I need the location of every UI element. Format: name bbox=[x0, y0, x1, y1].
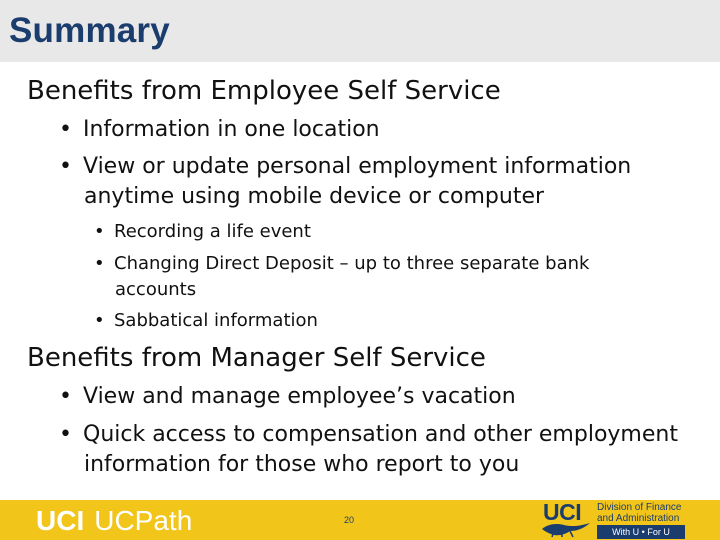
bullet-text: Quick access to compensation and other employment bbox=[83, 422, 678, 447]
bullet-item bbox=[59, 422, 678, 447]
slide-title: Summary bbox=[9, 11, 170, 50]
section-heading-manager: Benefits from Manager Self Service bbox=[27, 343, 486, 373]
sub-bullet-item bbox=[94, 221, 311, 242]
bullet-text: Information in one location bbox=[83, 117, 380, 142]
sub-bullet-text: Changing Direct Deposit – up to three separate bank bbox=[114, 253, 590, 274]
sub-bullet-continuation: accounts bbox=[115, 279, 197, 300]
bullet-glyph: • bbox=[59, 384, 72, 409]
bullet-item bbox=[59, 154, 631, 179]
tagline: With U • For U bbox=[597, 525, 685, 539]
bullet-glyph: • bbox=[59, 117, 72, 142]
page-number: 20 bbox=[344, 515, 355, 525]
division-name bbox=[597, 502, 681, 524]
brand-ucpath: UCPath bbox=[94, 505, 193, 536]
sub-bullet-text: Recording a life event bbox=[114, 221, 311, 242]
section-heading-employee: Benefits from Employee Self Service bbox=[27, 76, 501, 106]
bullet-continuation: information for those who report to you bbox=[84, 452, 520, 477]
ucpath-logo bbox=[36, 505, 192, 537]
bullet-glyph: • bbox=[94, 310, 105, 331]
bullet-glyph: • bbox=[59, 154, 72, 179]
sub-bullet-item bbox=[94, 310, 318, 331]
bullet-glyph: • bbox=[94, 221, 105, 242]
anteater-icon bbox=[540, 520, 592, 538]
bullet-item bbox=[59, 117, 380, 142]
uci-logo: UCI bbox=[543, 499, 582, 525]
division-line-2: and Administration bbox=[597, 513, 680, 524]
bullet-continuation: anytime using mobile device or computer bbox=[84, 184, 545, 209]
bullet-item bbox=[59, 384, 516, 409]
sub-bullet-text: Sabbatical information bbox=[114, 310, 318, 331]
sub-bullet-item bbox=[94, 253, 589, 274]
division-line-1: Division of Finance bbox=[597, 502, 682, 513]
bullet-glyph: • bbox=[59, 422, 72, 447]
brand-uci: UCI bbox=[36, 505, 85, 536]
bullet-text: View or update personal employment information bbox=[83, 154, 632, 179]
bullet-glyph: • bbox=[94, 253, 105, 274]
bullet-text: View and manage employee’s vacation bbox=[83, 384, 516, 409]
